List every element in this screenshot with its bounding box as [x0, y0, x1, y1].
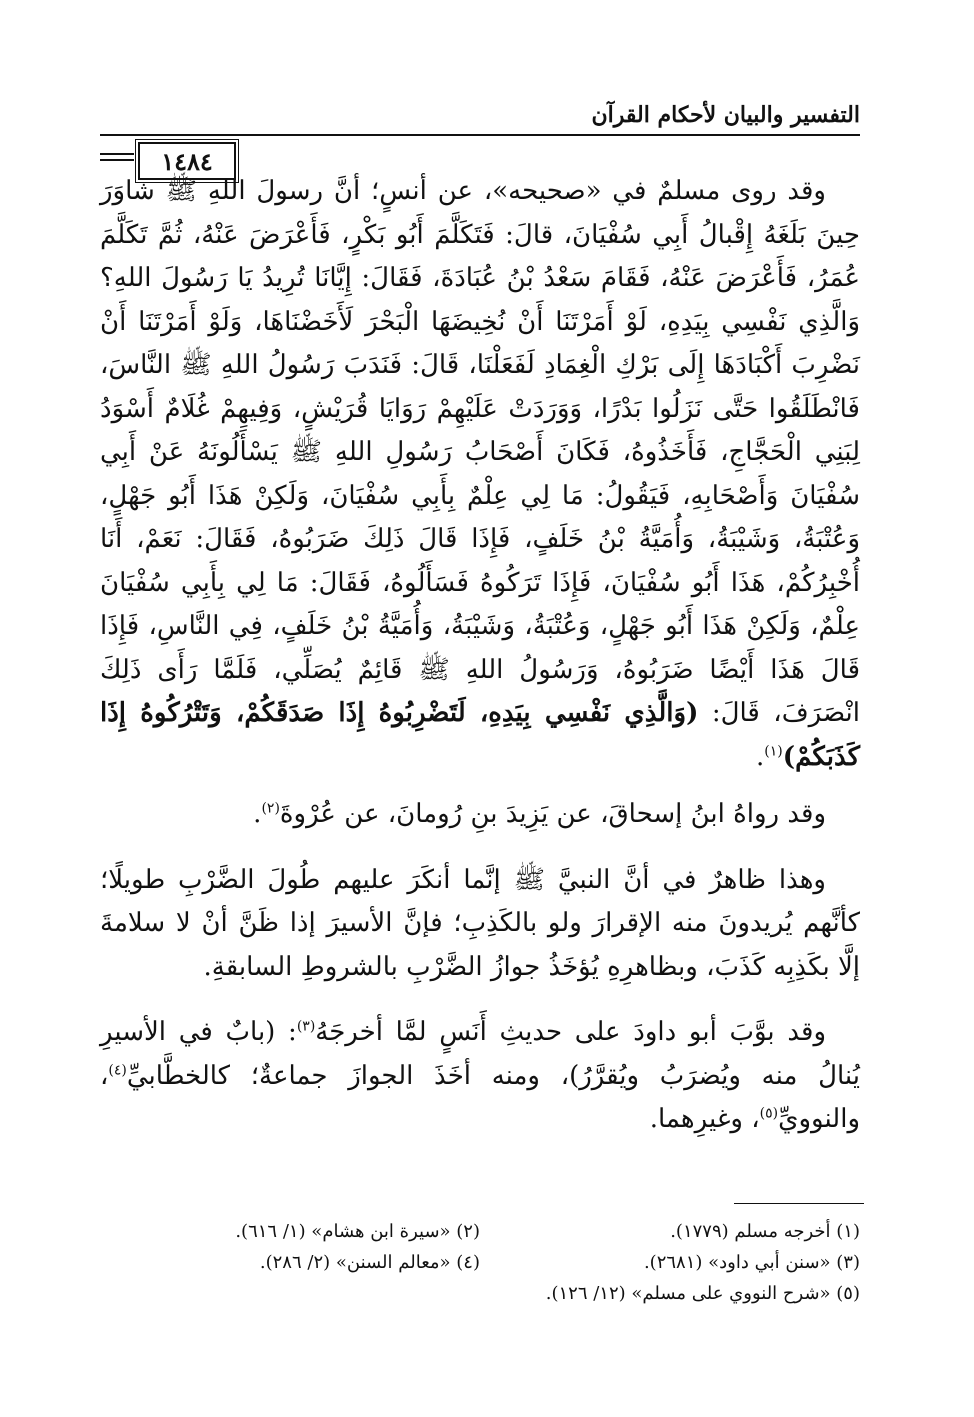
paragraph-2-text: وقد رواهُ ابنُ إسحاقَ، عن يَزِيدَ بنِ رُومانَ، عن عُرْوةَ	[279, 799, 826, 829]
paragraph-4-text-3: ، والنوويِّ	[100, 1060, 860, 1134]
paragraph-1-tail: .	[756, 741, 765, 772]
paragraph-2-tail: .	[253, 799, 262, 829]
footnote-3: (٣) «سنن أبي داود» (٢٦٨١).	[643, 1252, 860, 1273]
body-text	[100, 170, 860, 1164]
page-number: ١٤٨٤	[138, 142, 236, 180]
paragraph-4-text-2: : (بابٌ في الأسيرِ يُنالُ منه ويُضرَبُ ويُقرَّرُ)، ومنه أخَذَ الجوازَ جماعةٌ؛ كالخطَّابيِّ	[100, 1017, 860, 1091]
footnote-row	[100, 1278, 860, 1309]
footnote-separator	[734, 1203, 864, 1204]
footnote-5: (٥) «شرح النووي على مسلم» (١٢/ ١٢٦).	[545, 1283, 860, 1304]
header-rule	[100, 134, 860, 136]
page-header	[100, 98, 860, 176]
paragraph-4-text: وقد بوَّبَ أبو داودَ على حديثِ أَنَسٍ لمَّا أخرجَهُ	[315, 1017, 826, 1047]
footnote-ref-2: (٢)	[261, 800, 280, 817]
footnote-ref-1: (١)	[764, 742, 783, 759]
footnote-4: (٤) «معالم السنن» (٢/ ٢٨٦).	[259, 1252, 480, 1273]
paragraph-1-text: وقد روى مسلمٌ في «صحيحه»، عن أنسٍ؛ أنَّ رسولَ اللهِ ﷺ شاوَرَ حِينَ بَلَغَهُ إِقْبالُ أَبِي سُفْيَانَ، قالَ: فَتَكَلَّمَ أَبُو بَكْرٍ، فَأَعْرَضَ عَنْهُ، ثُمَّ تَكَلَّمَ عُمَرُ، فَأَعْرَضَ عَنْهُ، فَقَامَ سَعْدُ بْنُ عُبَادَةَ، فَقَالَ: إِيَّانَا تُرِيدُ يَا رَسُولَ اللهِ؟ وَالَّذِي نَفْسِي بِيَدِهِ، لَوْ أَمَرْتَنَا أَنْ نُخِيضَهَا الْبَحْرَ لَأَخَضْنَاهَا، وَلَوْ أَمَرْتَنَا أَنْ نَضْرِبَ أَكْبَادَهَا إِلَى بَرْكِ الْغِمَادِ لَفَعَلْنَا، قَالَ: فَنَدَبَ رَسُولُ اللهِ ﷺ النَّاسَ، فَانْطَلَقُوا حَتَّى نَزَلُوا بَدْرًا، وَوَرَدَتْ عَلَيْهِمْ رَوَايَا قُرَيْشٍ، وَفِيهِمْ غُلَامٌ أَسْوَدُ لِبَنِي الْحَجَّاجِ، فَأَخَذُوهُ، فَكَانَ أَصْحَابُ رَسُولِ اللهِ ﷺ يَسْأَلُونَهُ عَنْ أَبِي سُفْيَانَ وَأَصْحَابِهِ، فَيَقُولُ: مَا لِي عِلْمٌ بِأَبِي سُفْيَانَ، وَلَكِنْ هَذَا أَبُو جَهْلٍ، وَعُتْبَةُ، وَشَيْبَةُ، وَأُمَيَّةُ بْنُ خَلَفٍ، فَإِذَا قَالَ ذَلِكَ ضَرَبُوهُ، فَقَالَ: نَعَمْ، أَنَا أُخْبِرُكُمْ، هَذَا أَبُو سُفْيَانَ، فَإِذَا تَرَكُوهُ فَسَأَلُوهُ، فَقَالَ: مَا لِي بِأَبِي سُفْيَانَ عِلْمٌ، وَلَكِنْ هَذَا أَبُو جَهْلٍ، وَعُتْبَةُ، وَشَيْبَةُ، وَأُمَيَّةُ بْنُ خَلَفٍ، فِي النَّاسِ، فَإِذَا قَالَ هَذَا أَيْضًا ضَرَبُوهُ، وَرَسُولُ اللهِ ﷺ قَائِمٌ يُصَلِّي، فَلَمَّا رَأَى ذَلِكَ انْصَرَفَ، قَالَ:	[100, 176, 860, 728]
footnote-ref-3: (٣)	[296, 1018, 316, 1035]
footnote-ref-4: (٤)	[108, 1061, 127, 1078]
paragraph-3	[100, 859, 860, 990]
footnote-row	[100, 1247, 860, 1278]
number-rule-bottom	[100, 159, 134, 161]
footnote-ref-5: (٥)	[759, 1105, 779, 1122]
paragraph-2	[100, 793, 860, 837]
number-rule-top	[100, 153, 134, 155]
footnotes	[100, 1216, 860, 1309]
running-title: التفسير والبيان لأحكام القرآن	[591, 102, 860, 128]
paragraph-3-text: وهذا ظاهرٌ في أنَّ النبيَّ ﷺ إنَّما أنكَرَ عليهم طُولَ الضَّرْبِ طويلًا؛ كأنَّهم يُريدونَ منه الإقرارَ ولو بالكَذِبِ؛ فإنَّ الأسيرَ إذا ظَنَّ أنْ لا سلامةَ إلَّا بكَذِبِه كَذَبَ، وبظاهرِهِ يُؤخَذُ جوازُ الضَّرْبِ بالشروطِ السابقةِ.	[100, 864, 860, 982]
footnote-row	[100, 1216, 860, 1247]
paragraph-4-text-4: ، وغيرِهما.	[649, 1104, 760, 1134]
footnote-1: (١) أخرجه مسلم (١٧٧٩).	[670, 1221, 860, 1242]
footnote-2: (٢) «سيرة ابن هشام» (١/ ٦١٦).	[235, 1221, 480, 1242]
paragraph-4	[100, 1011, 860, 1142]
hadith-quote: (وَالَّذِي نَفْسِي بِيَدِهِ، لَتَضْرِبُوهُ إِذَا صَدَقَكُمْ، وَتَتْرُكُوهُ إِذَا كَذَبَكُمْ)	[100, 698, 860, 772]
paragraph-1	[100, 170, 860, 779]
